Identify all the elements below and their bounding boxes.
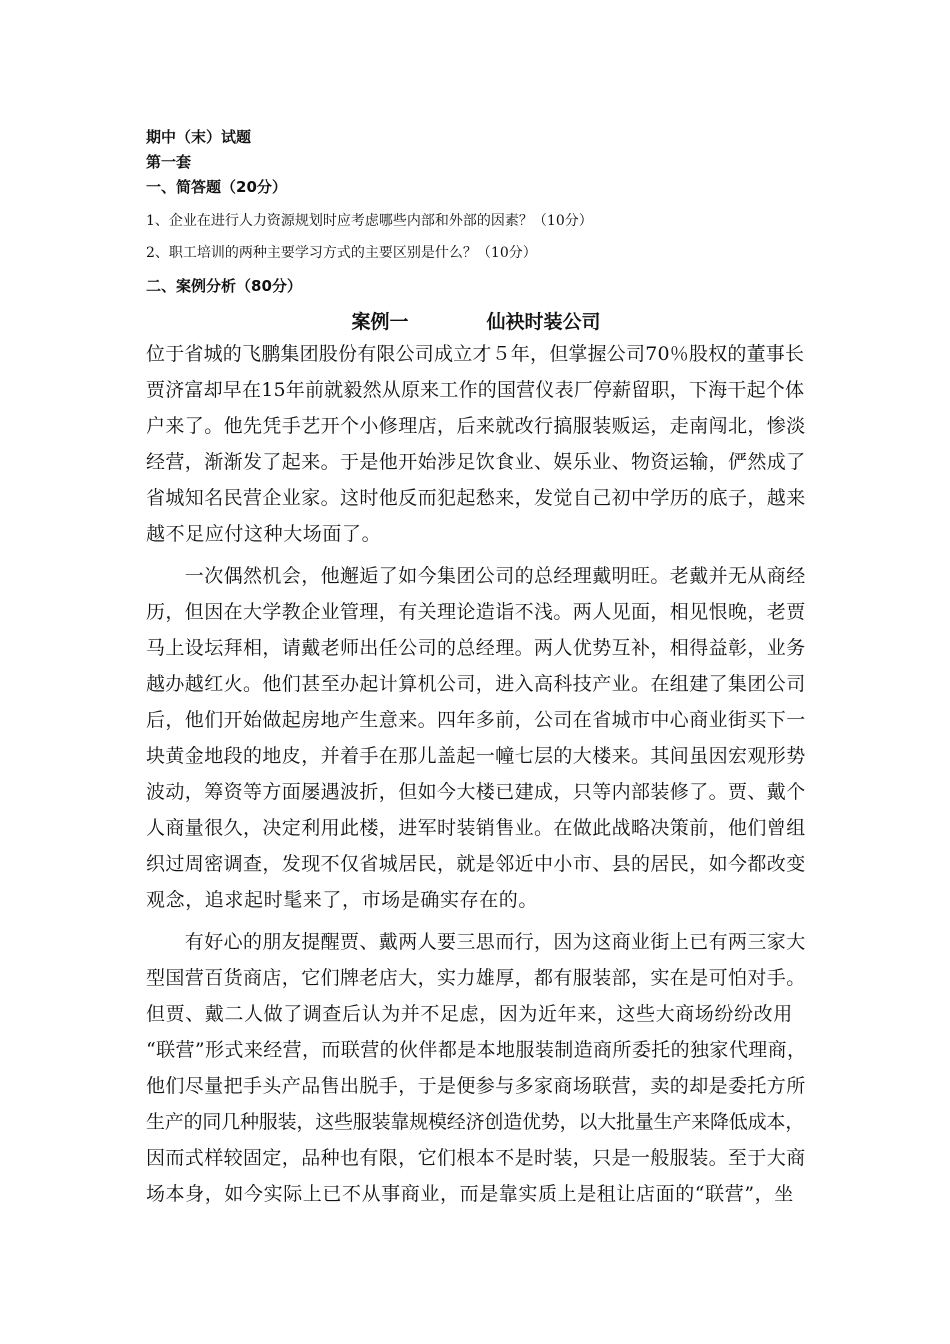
paragraph-line: 但贾、戴二人做了调查后认为并不足虑，因为近年来，这些大商场纷纷改用 xyxy=(146,1003,793,1025)
case-label: 案例一 xyxy=(351,311,409,333)
question-2: 2、职工培训的两种主要学习方式的主要区别是什么？（10分） xyxy=(146,245,537,261)
paragraph-line: 观念，追求起时髦来了，市场是确实存在的。 xyxy=(146,889,539,911)
paragraph-line: 波动，筹资等方面屡遇波折，但如今大楼已建成，只等内部装修了。贾、戴个 xyxy=(146,781,806,803)
section-short-answer-title: 一、简答题（20分） xyxy=(146,178,287,196)
section-case-analysis-title: 二、案例分析（80分） xyxy=(146,277,302,295)
paragraph-line: 位于省城的飞鹏集团股份有限公司成立才５年，但掌握公司70％股权的董事长 xyxy=(146,343,805,365)
paragraph-line: 马上设坛拜相，请戴老师出任公司的总经理。两人优势互补，相得益彰，业务 xyxy=(146,637,806,659)
paragraph-line: 一次偶然机会，他邂逅了如今集团公司的总经理戴明旺。老戴并无从商经 xyxy=(146,565,806,587)
paragraph-line: 省城知名民营企业家。这时他反而犯起愁来，发觉自己初中学历的底子，越来 xyxy=(146,487,806,509)
paragraph-line: 织过周密调查，发现不仅省城居民，就是邻近中小市、县的居民，如今都改变 xyxy=(146,853,806,875)
paragraph-line: 户来了。他先凭手艺开个小修理店，后来就改行搞服装贩运，走南闯北，惨淡 xyxy=(146,415,806,437)
paragraph-line: 块黄金地段的地皮，并着手在那儿盖起一幢七层的大楼来。其间虽因宏观形势 xyxy=(146,745,806,767)
question-1: 1、企业在进行人力资源规划时应考虑哪些内部和外部的因素？（10分） xyxy=(146,213,593,229)
paragraph-line: 场本身，如今实际上已不从事商业，而是靠实质上是租让店面的“联营”，坐 xyxy=(146,1183,794,1205)
paragraph-line: 生产的同几种服装，这些服装靠规模经济创造优势，以大批量生产来降低成本， xyxy=(146,1111,805,1133)
paragraph-line: 型国营百货商店，它们牌老店大，实力雄厚，都有服装部，实在是可怕对手。 xyxy=(146,967,806,989)
paragraph-line: 历，但因在大学教企业管理，有关理论造诣不浅。两人见面，相见恨晚，老贾 xyxy=(146,601,806,623)
case-title xyxy=(146,309,806,335)
paragraph-line: 后，他们开始做起房地产生意来。四年多前，公司在省城市中心商业街买下一 xyxy=(146,709,806,731)
set-label: 第一套 xyxy=(146,153,192,171)
paragraph-line: 越办越红火。他们甚至办起计算机公司，进入高科技产业。在组建了集团公司 xyxy=(146,673,806,695)
paragraph-line: 贾济富却早在15年前就毅然从原来工作的国营仪表厂停薪留职，下海干起个体 xyxy=(146,379,805,401)
paragraph-line: 他们尽量把手头产品售出脱手，于是便参与多家商场联营，卖的却是委托方所 xyxy=(146,1075,806,1097)
paragraph-line: 有好心的朋友提醒贾、戴两人要三思而行，因为这商业街上已有两三家大 xyxy=(146,931,806,953)
exam-title: 期中（末）试题 xyxy=(146,128,252,146)
paragraph-line: “联营”形式来经营，而联营的伙伴都是本地服装制造商所委托的独家代理商， xyxy=(146,1039,807,1061)
paragraph-line: 越不足应付这种大场面了。 xyxy=(146,523,382,545)
case-name: 仙袂时装公司 xyxy=(486,311,601,333)
paragraph-line: 人商量很久，决定利用此楼，进军时装销售业。在做此战略决策前，他们曾组 xyxy=(146,817,806,839)
paragraph-line: 因而式样较固定，品种也有限，它们根本不是时装，只是一般服装。至于大商 xyxy=(146,1147,806,1169)
paragraph-line: 经营，渐渐发了起来。于是他开始涉足饮食业、娱乐业、物资运输，俨然成了 xyxy=(146,451,806,473)
